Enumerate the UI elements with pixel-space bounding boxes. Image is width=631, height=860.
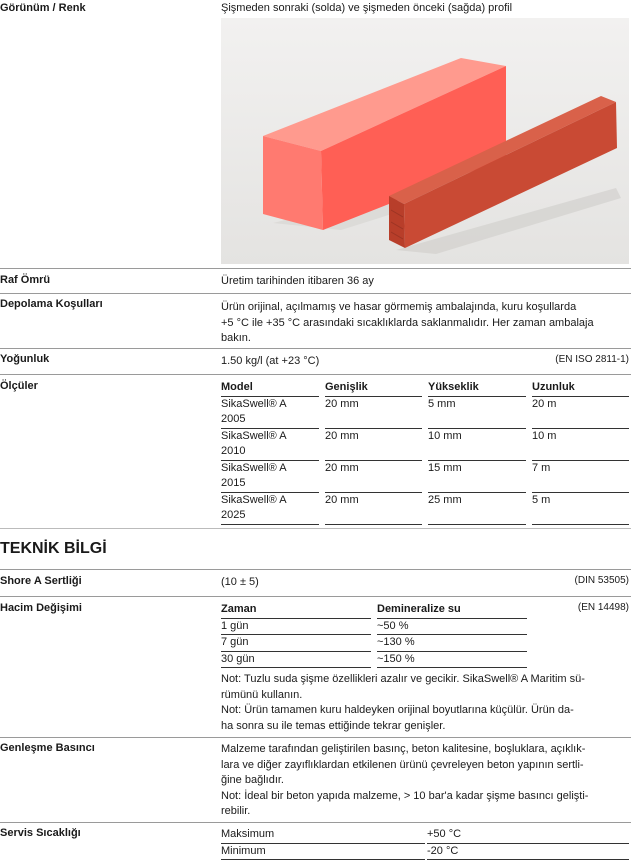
table-row [221, 493, 630, 525]
swelled-profiles-image [221, 18, 629, 264]
length-cell: 10 m [532, 429, 629, 461]
divider [0, 737, 631, 738]
table-row [221, 652, 529, 669]
length-cell: 5 m [532, 493, 629, 525]
shelf-life-label: Raf Ömrü [0, 274, 50, 286]
temp-name-cell: Maksimum [221, 827, 425, 844]
time-cell: 7 gün [221, 635, 371, 652]
product-photo [221, 18, 629, 264]
pressure-label: Genleşme Basıncı [0, 742, 95, 754]
header-model: Model [221, 380, 319, 397]
width-cell: 20 mm [325, 429, 422, 461]
length-cell: 7 m [532, 461, 629, 493]
time-cell: 30 gün [221, 652, 371, 669]
divider [0, 293, 631, 294]
shelf-life-value: Üretim tarihinden itibaren 36 ay [221, 274, 374, 290]
height-cell: 10 mm [428, 429, 526, 461]
divider [0, 596, 631, 597]
divider [0, 528, 631, 529]
temp-value-cell: -20 °C [427, 844, 629, 860]
temp-value-cell: +50 °C [427, 827, 629, 844]
service-temp-label: Servis Sıcaklığı [0, 827, 81, 839]
header-width: Genişlik [325, 380, 422, 397]
appearance-label: Görünüm / Renk [0, 2, 86, 14]
technical-section-title: TEKNİK BİLGİ [0, 540, 107, 558]
storage-text: Ürün orijinal, açılmamış ve hasar görmemiş ambalajında, kuru koşullarda +5 °C ile +35 °C arasındaki sıcaklıklarda saklanmalıdır. Her zaman ambalaja bakın. [221, 300, 594, 347]
density-label: Yoğunluk [0, 353, 49, 365]
volume-label: Hacim Değişimi [0, 602, 82, 614]
header-height: Yükseklik [428, 380, 526, 397]
table-row [221, 827, 629, 844]
divider [0, 822, 631, 823]
divider [0, 268, 631, 269]
dimensions-label: Ölçüler [0, 380, 38, 392]
width-cell: 20 mm [325, 461, 422, 493]
appearance-caption: Şişmeden sonraki (solda) ve şişmeden önceki (sağda) profil [221, 1, 512, 17]
width-cell: 20 mm [325, 493, 422, 525]
time-cell: 1 gün [221, 619, 371, 636]
table-row [221, 635, 529, 652]
value-cell: ~150 % [377, 652, 527, 669]
divider [0, 348, 631, 349]
volume-notes: Not: Tuzlu suda şişme özellikleri azalır ve gecikir. SikaSwell® A Maritim sü- rümünü kullanın. Not: Ürün tamamen kuru haldeyken orijinal boyutlarına küçülür. Ürün da- ha sonra su ile temas ettiğinde tekrar genişler. [221, 672, 585, 734]
header-length: Uzunluk [532, 380, 629, 397]
length-cell: 20 m [532, 397, 629, 429]
volume-header-row [221, 602, 529, 619]
value-cell: ~50 % [377, 619, 527, 636]
service-temp-table [221, 827, 629, 860]
volume-table [221, 602, 529, 668]
dimensions-table [221, 380, 630, 525]
volume-standard: (EN 14498) [578, 602, 629, 613]
swollen-block-end [263, 136, 323, 230]
height-cell: 25 mm [428, 493, 526, 525]
density-standard: (EN ISO 2811-1) [555, 354, 629, 365]
model-cell: SikaSwell® A 2005 [221, 397, 319, 429]
table-row [221, 397, 630, 429]
dimensions-header-row [221, 380, 630, 397]
model-cell: SikaSwell® A 2025 [221, 493, 319, 525]
shore-standard: (DIN 53505) [575, 575, 629, 586]
value-cell: ~130 % [377, 635, 527, 652]
table-row [221, 429, 630, 461]
density-value: 1.50 kg/l (at +23 °C) [221, 354, 319, 370]
height-cell: 5 mm [428, 397, 526, 429]
pressure-text: Malzeme tarafından geliştirilen basınç, beton kalitesine, boşluklara, açıklık- lara ve diğer zayıflıklardan etkilenen ürünü çevreleyen beton yapının sertli- ğine bağlıdır. Not: İdeal bir beton yapıda malzeme, > 10 bar'a kadar şişme basıncı gelişti- rebilir. [221, 742, 588, 820]
table-row [221, 461, 630, 493]
shore-value: (10 ± 5) [221, 575, 259, 591]
height-cell: 15 mm [428, 461, 526, 493]
storage-label: Depolama Koşulları [0, 298, 103, 310]
table-row [221, 619, 529, 636]
model-cell: SikaSwell® A 2015 [221, 461, 319, 493]
table-row [221, 844, 629, 860]
header-demineralized-water: Demineralize su [377, 602, 527, 619]
shore-label: Shore A Sertliği [0, 575, 82, 587]
divider [0, 569, 631, 570]
divider [0, 374, 631, 375]
model-cell: SikaSwell® A 2010 [221, 429, 319, 461]
width-cell: 20 mm [325, 397, 422, 429]
temp-name-cell: Minimum [221, 844, 425, 860]
header-time: Zaman [221, 602, 371, 619]
